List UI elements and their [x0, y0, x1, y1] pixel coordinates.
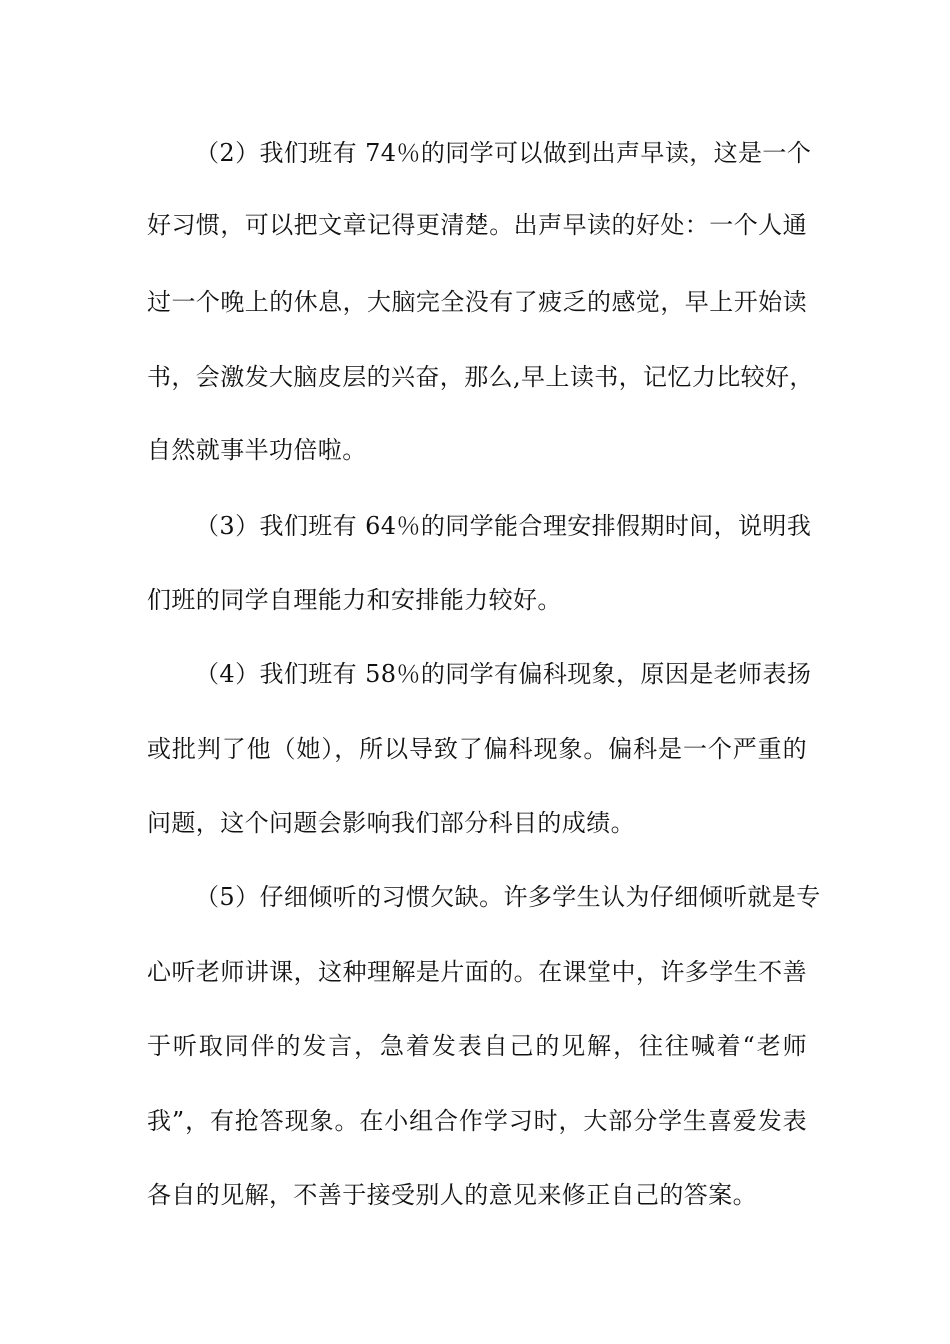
paragraph-3-line-2: 们班的同学自理能力和安排能力较好。	[147, 586, 562, 614]
paragraph-4-line-1: （4）我们班有 58％的同学有偏科现象，原因是老师表扬	[195, 660, 812, 688]
paragraph-5-line-4: 我”，有抢答现象。在小组合作学习时，大部分学生喜爱发表	[147, 1107, 807, 1135]
paragraph-3-line-1: （3）我们班有 64％的同学能合理安排假期时间，说明我	[195, 512, 812, 540]
paragraph-4-line-2: 或批判了他（她），所以导致了偏科现象。偏科是一个严重的	[147, 735, 807, 763]
paragraph-2-line-3: 过一个晚上的休息，大脑完全没有了疲乏的感觉，早上开始读	[147, 288, 807, 316]
paragraph-2-line-2: 好习惯，可以把文章记得更清楚。出声早读的好处：一个人通	[147, 211, 807, 239]
paragraph-2-line-5: 自然就事半功倍啦。	[147, 436, 367, 464]
paragraph-5-line-1: （5）仔细倾听的习惯欠缺。许多学生认为仔细倾听就是专	[195, 883, 821, 911]
paragraph-5-line-5: 各自的见解，不善于接受别人的意见来修正自己的答案。	[147, 1181, 757, 1209]
paragraph-5-line-2: 心听老师讲课，这种理解是片面的。在课堂中，许多学生不善	[147, 958, 807, 986]
paragraph-5-line-3: 于听取同伴的发言，急着发表自己的见解，往往喊着“老师	[147, 1032, 807, 1060]
paragraph-2-line-4: 书，会激发大脑皮层的兴奋，那么,早上读书，记忆力比较好，	[147, 363, 814, 391]
paragraph-4-line-3: 问题，这个问题会影响我们部分科目的成绩。	[147, 809, 635, 837]
paragraph-2-line-1: （2）我们班有 74％的同学可以做到出声早读，这是一个	[195, 139, 812, 167]
